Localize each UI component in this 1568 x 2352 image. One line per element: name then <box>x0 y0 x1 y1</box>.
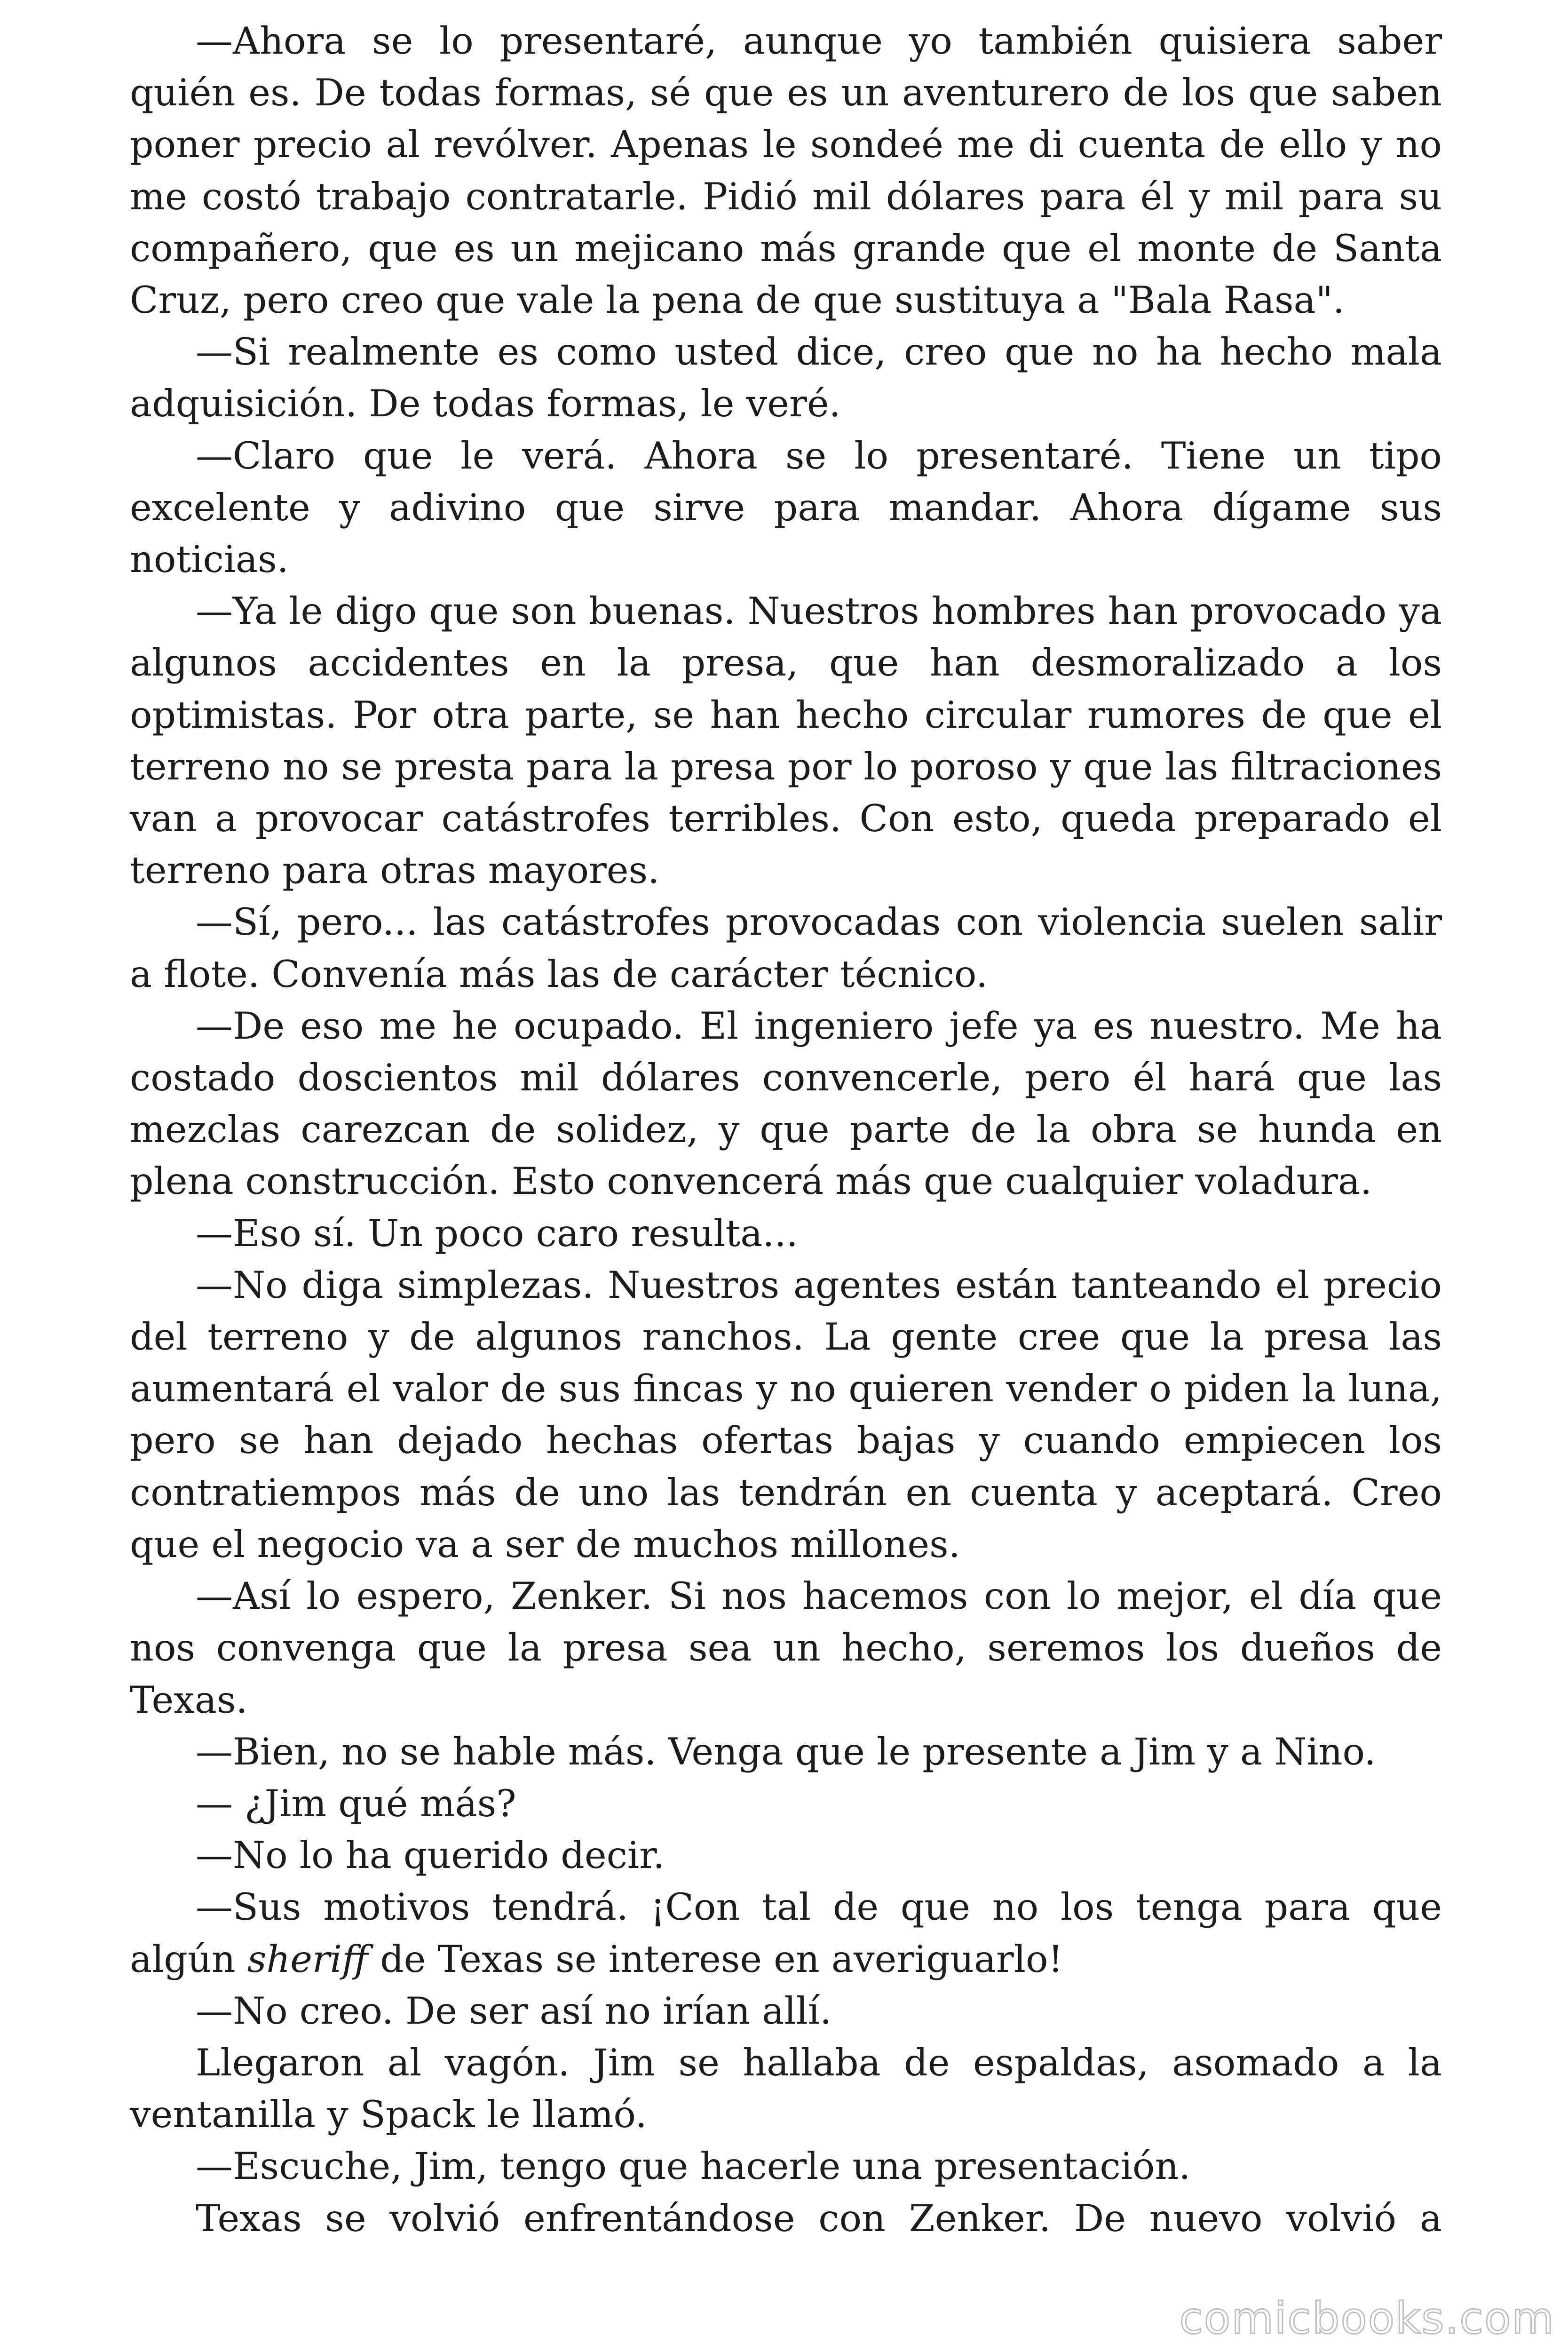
paragraph: —No lo ha querido decir. <box>196 1834 665 1877</box>
paragraph: —No creo. De ser así no irían allí. <box>196 1989 832 2033</box>
paragraph-with-italic <box>130 1881 1442 1985</box>
paragraph: —Eso sí. Un poco caro resulta... <box>196 1211 798 1255</box>
paragraph: —Así lo espero, Zenker. Si nos hacemos con lo mejor, el día que nos convenga que la presa sea un hecho, seremos los dueños de Texas. <box>130 1574 1442 1722</box>
text-run: de Texas se interese en averiguarlo! <box>368 1937 1063 1981</box>
paragraph: —De eso me he ocupado. El ingeniero jefe ya es nuestro. Me ha costado doscientos mil dólares convencerle, pero él hará que las mezclas carezcan de solidez, y que parte de la obra se hunda en plena construcción. Esto convencerá más que cualquier voladura. <box>130 1004 1442 1203</box>
paragraph: —Sí, pero... las catástrofes provocadas con violencia suelen salir a flote. Convenía más las de carácter técnico. <box>130 900 1442 996</box>
book-page-text <box>130 15 1442 2244</box>
paragraph-continues: Texas se volvió enfrentándose con Zenker. De nuevo volvió a <box>196 2196 1442 2240</box>
italic-term: sheriff <box>247 1937 368 1981</box>
paragraph: Llegaron al vagón. Jim se hallaba de espaldas, asomado a la ventanilla y Spack le llamó. <box>130 2041 1442 2137</box>
paragraph: —Si realmente es como usted dice, creo que no ha hecho mala adquisición. De todas formas, le veré. <box>130 330 1442 426</box>
paragraph: —Bien, no se hable más. Venga que le presente a Jim y a Nino. <box>196 1730 1376 1773</box>
paragraph: —Ya le digo que son buenas. Nuestros hombres han provocado ya algunos accidentes en la presa, que han desmoralizado a los optimistas. Por otra parte, se han hecho circular rumores de que el terreno no se presta para la presa por lo poroso y que las filtraciones van a provocar catástrofes terribles. Con esto, queda preparado el terreno para otras mayores. <box>130 589 1442 892</box>
text-run: —Sus motivos tendrá. ¡Con tal de que no los tenga para que algún <box>130 1885 1442 1981</box>
paragraph: —Claro que le verá. Ahora se lo presentaré. Tiene un tipo excelente y adivino que sirve para mandar. Ahora dígame sus noticias. <box>130 434 1442 581</box>
paragraph: —No diga simplezas. Nuestros agentes están tanteando el precio del terreno y de algunos ranchos. La gente cree que la presa las aumentará el valor de sus fincas y no quieren vender o piden la luna, pero se han dejado hechas ofertas bajas y cuando empiecen los contratiempos más de uno las tendrán en cuenta y aceptará. Creo que el negocio va a ser de muchos millones. <box>130 1263 1442 1566</box>
watermark-logo: comicbooks.com <box>1179 2293 1555 2344</box>
paragraph: —Escuche, Jim, tengo que hacerle una presentación. <box>196 2145 1191 2188</box>
paragraph: — ¿Jim qué más? <box>196 1781 516 1825</box>
paragraph: —Ahora se lo presentaré, aunque yo también quisiera saber quién es. De todas formas, sé que es un aventurero de los que saben poner precio al revólver. Apenas le sondeé me di cuenta de ello y no me costó trabajo contratarle. Pidió mil dólares para él y mil para su compañero, que es un mejicano más grande que el monte de Santa Cruz, pero creo que vale la pena de que sustituya a "Bala Rasa". <box>130 19 1442 322</box>
